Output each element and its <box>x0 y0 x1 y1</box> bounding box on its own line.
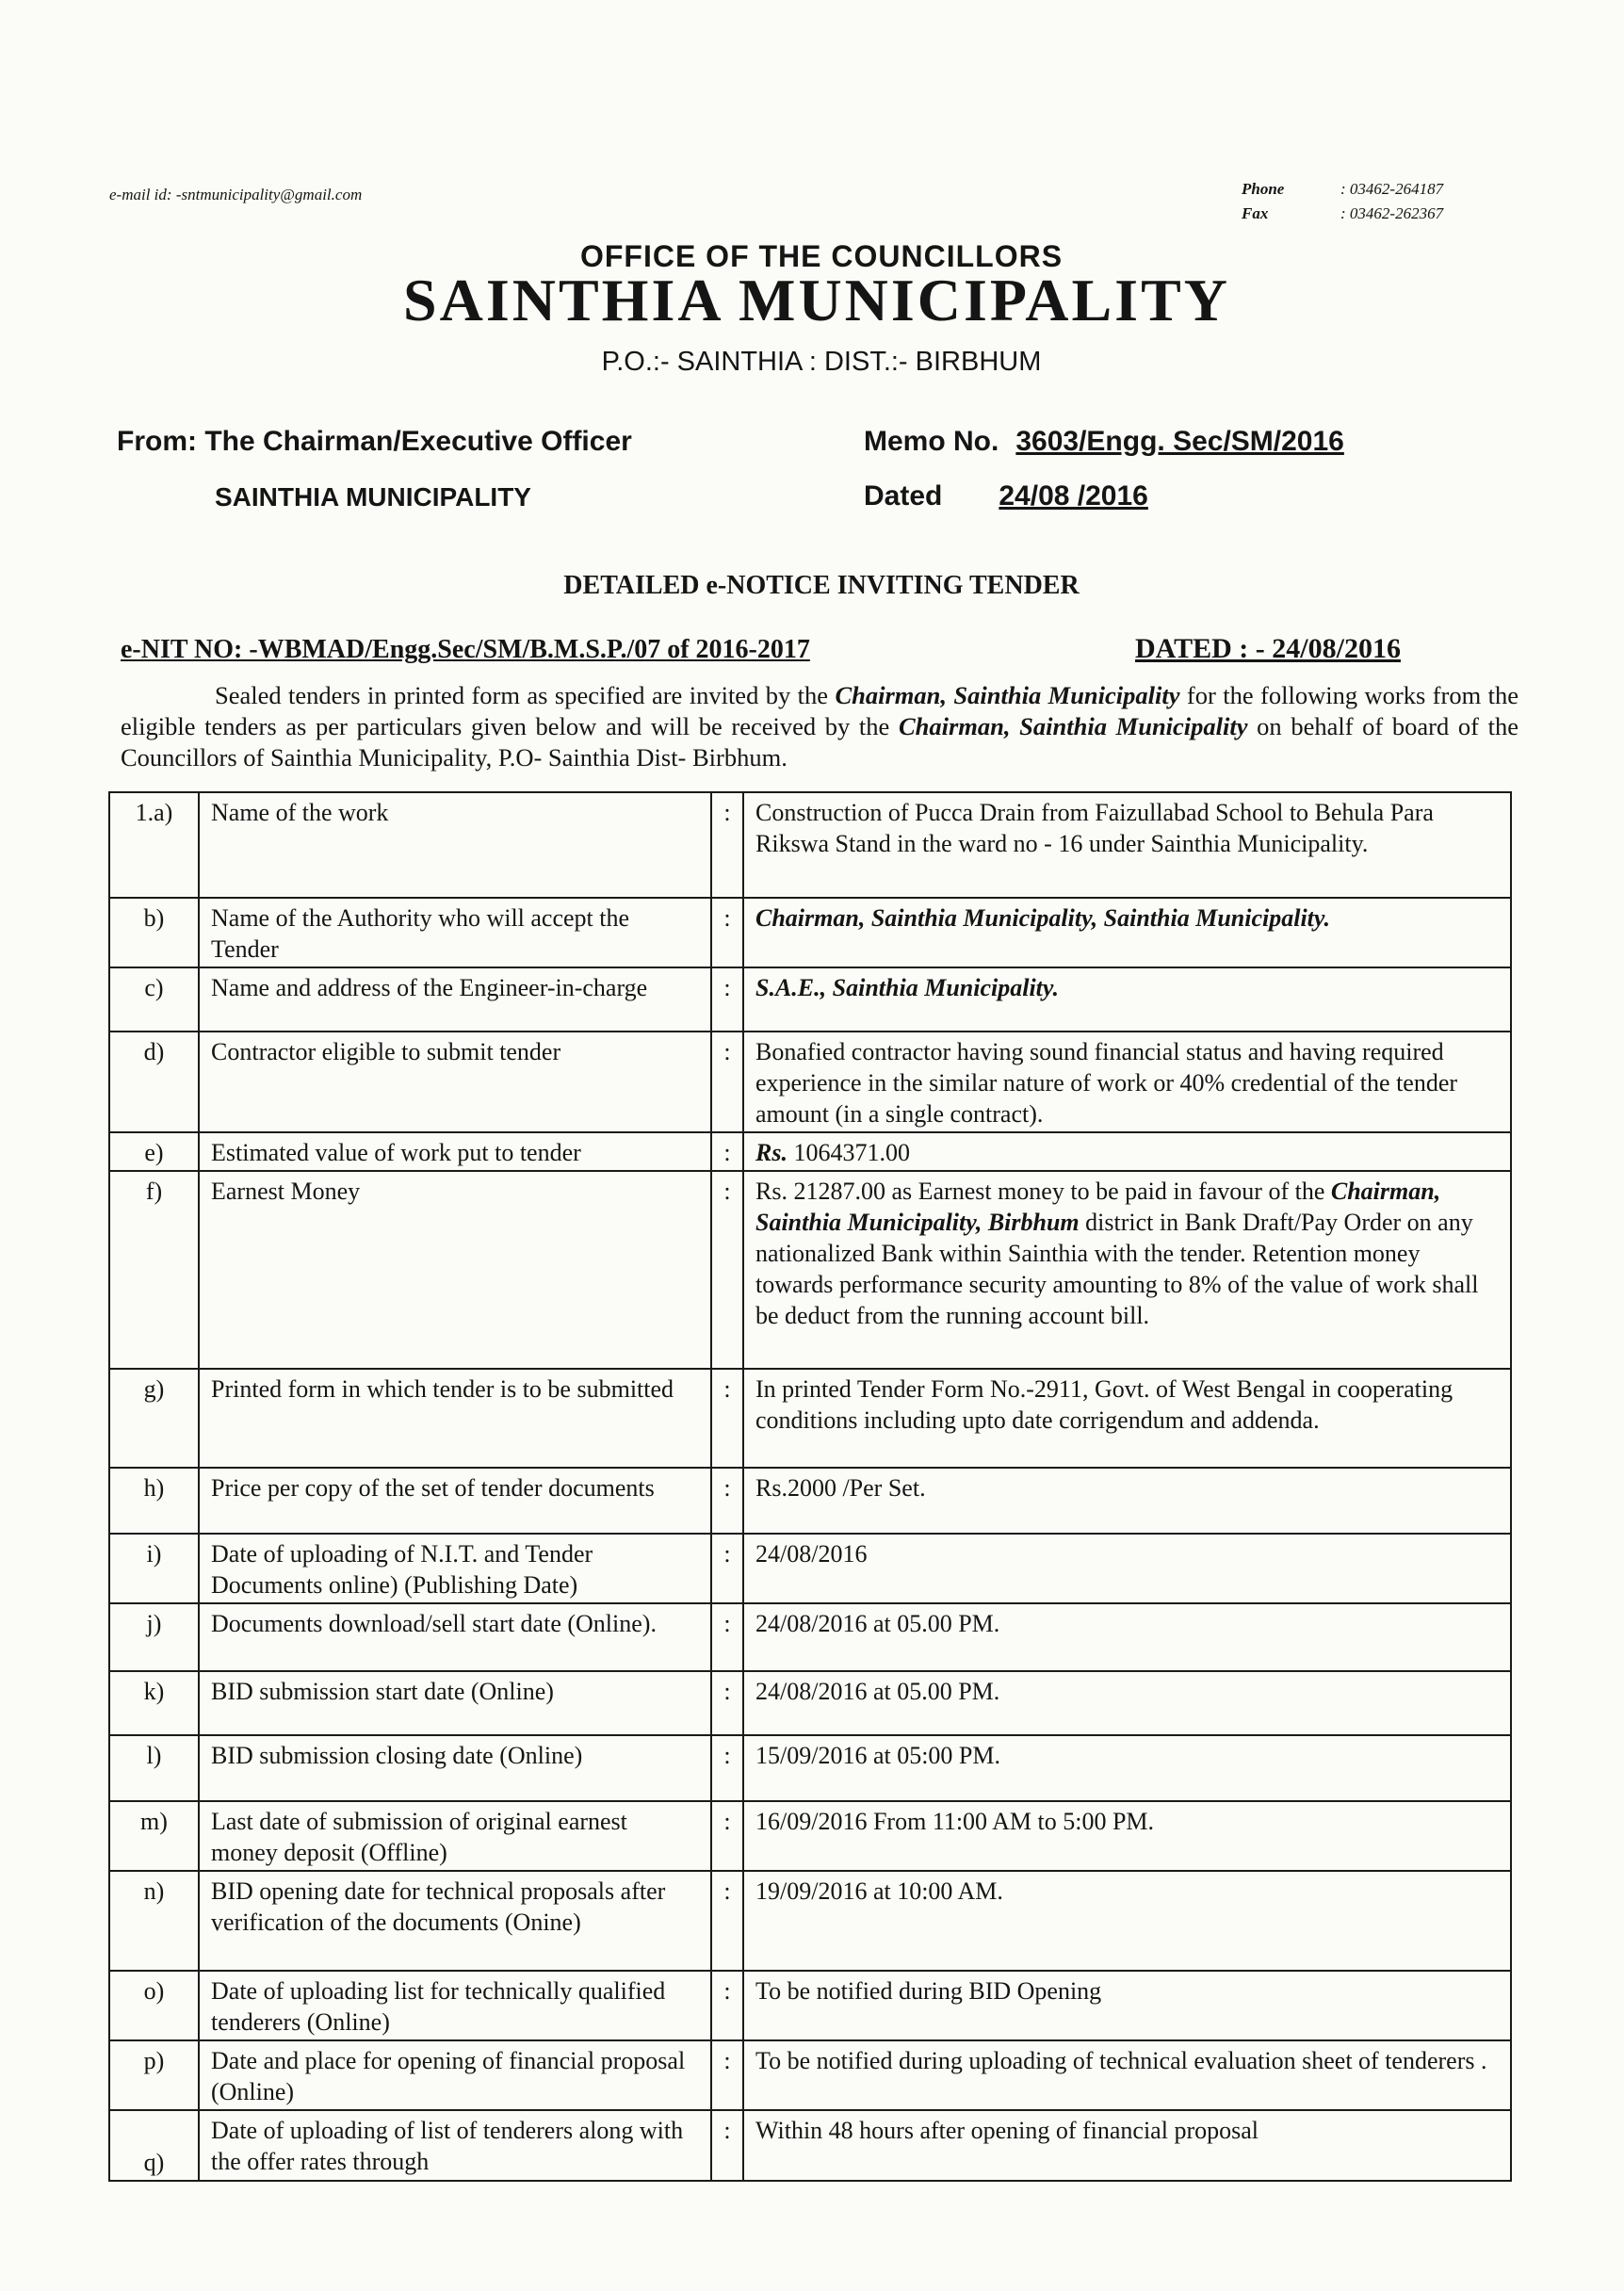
postal-address: P.O.:- SAINTHIA : DIST.:- BIRBHUM <box>601 347 1042 377</box>
intro-text-2: for the following works from the eligible tenders as per particulars given below and will be received by the <box>121 681 1518 740</box>
row-separator: : <box>711 1871 743 1971</box>
table-row <box>109 1171 1511 1369</box>
table-row <box>109 1671 1511 1735</box>
row-label: BID submission start date (Online) <box>199 1671 711 1735</box>
row-key: n) <box>109 1871 199 1971</box>
row-value: Rs.2000 /Per Set. <box>743 1468 1511 1534</box>
row-separator: : <box>711 1735 743 1801</box>
table-row <box>109 1735 1511 1801</box>
row-value: 16/09/2016 From 11:00 AM to 5:00 PM. <box>743 1801 1511 1871</box>
row-separator: : <box>711 2040 743 2110</box>
row-key: f) <box>109 1171 199 1369</box>
row-separator: : <box>711 792 743 898</box>
earnest-text-1: Rs. 21287.00 as Earnest money to be paid in favour of the <box>755 1178 1331 1205</box>
row-label: Name of the work <box>199 792 711 898</box>
table-row <box>109 1801 1511 1871</box>
phone-number: : 03462-264187 <box>1340 180 1444 198</box>
row-key: j) <box>109 1603 199 1671</box>
enit-number: e-NIT NO: -WBMAD/Engg.Sec/SM/B.M.S.P./07 of 2016-2017 <box>121 635 810 664</box>
row-label: Earnest Money <box>199 1171 711 1369</box>
row-key: g) <box>109 1369 199 1468</box>
notice-title: DETAILED e-NOTICE INVITING TENDER <box>563 571 1080 600</box>
row-key: 1.a) <box>109 792 199 898</box>
row-label: Documents download/sell start date (Online). <box>199 1603 711 1671</box>
email-address: e-mail id: -sntmunicipality@gmail.com <box>109 186 363 203</box>
row-separator: : <box>711 1534 743 1603</box>
row-label: Estimated value of work put to tender <box>199 1132 711 1171</box>
row-key: i) <box>109 1534 199 1603</box>
row-key: p) <box>109 2040 199 2110</box>
row-separator: : <box>711 1369 743 1468</box>
enit-date: DATED : - 24/08/2016 <box>1135 633 1401 664</box>
row-value: To be notified during uploading of technical evaluation sheet of tenderers . <box>743 2040 1511 2110</box>
row-key: l) <box>109 1735 199 1801</box>
row-value <box>743 1171 1511 1369</box>
intro-emphasis-1: Chairman, Sainthia Municipality <box>835 681 1180 709</box>
row-separator: : <box>711 1468 743 1534</box>
memo-date-line <box>864 480 1148 512</box>
memo-date: 24/08 /2016 <box>999 480 1148 512</box>
row-label: Name of the Authority who will accept the Tender <box>199 898 711 967</box>
office-heading: OFFICE OF THE COUNCILLORS <box>579 239 1064 273</box>
row-key: m) <box>109 1801 199 1871</box>
row-separator: : <box>711 1603 743 1671</box>
row-separator: : <box>711 1032 743 1132</box>
from-organization: SAINTHIA MUNICIPALITY <box>215 482 531 512</box>
row-key: o) <box>109 1971 199 2040</box>
row-label: Contractor eligible to submit tender <box>199 1032 711 1132</box>
table-row <box>109 1132 1511 1171</box>
row-value: 24/08/2016 <box>743 1534 1511 1603</box>
row-label: Last date of submission of original earnest money deposit (Offline) <box>199 1801 711 1871</box>
currency-prefix: Rs. <box>755 1139 788 1166</box>
table-row <box>109 1971 1511 2040</box>
row-label: Date and place for opening of financial proposal (Online) <box>199 2040 711 2110</box>
row-label: Price per copy of the set of tender documents <box>199 1468 711 1534</box>
row-label: Date of uploading of N.I.T. and Tender Documents online) (Publishing Date) <box>199 1534 711 1603</box>
row-value: Construction of Pucca Drain from Faizullabad School to Behula Para Rikswa Stand in the ward no - 16 under Sainthia Municipality. <box>743 792 1511 898</box>
row-label: BID submission closing date (Online) <box>199 1735 711 1801</box>
memo-number: 3603/Engg. Sec/SM/2016 <box>1015 426 1344 457</box>
fax-label: Fax <box>1242 204 1269 222</box>
table-row <box>109 1032 1511 1132</box>
memo-label: Memo No. <box>864 426 999 457</box>
row-separator: : <box>711 1171 743 1369</box>
row-key: k) <box>109 1671 199 1735</box>
row-value: 15/09/2016 at 05:00 PM. <box>743 1735 1511 1801</box>
table-row <box>109 2040 1511 2110</box>
row-key: d) <box>109 1032 199 1132</box>
row-key: q) <box>109 2110 199 2181</box>
row-value <box>743 1132 1511 1171</box>
fax-number: : 03462-262367 <box>1340 204 1444 222</box>
row-label: BID opening date for technical proposals after verification of the documents (Onine) <box>199 1871 711 1971</box>
table-row <box>109 967 1511 1032</box>
row-value: In printed Tender Form No.-2911, Govt. of West Bengal in cooperating conditions including upto date corrigendum and addenda. <box>743 1369 1511 1468</box>
table-row <box>109 1871 1511 1971</box>
table-row <box>109 1369 1511 1468</box>
row-separator: : <box>711 1671 743 1735</box>
row-label: Date of uploading of list of tenderers along with the offer rates through <box>199 2110 711 2181</box>
row-label: Date of uploading list for technically qualified tenderers (Online) <box>199 1971 711 2040</box>
table-row <box>109 792 1511 898</box>
row-value: S.A.E., Sainthia Municipality. <box>743 967 1511 1032</box>
row-value: 24/08/2016 at 05.00 PM. <box>743 1671 1511 1735</box>
from-line: From: The Chairman/Executive Officer <box>117 426 632 457</box>
memo-number-line <box>864 426 1344 458</box>
estimated-amount: 1064371.00 <box>787 1139 910 1166</box>
row-key: h) <box>109 1468 199 1534</box>
row-separator: : <box>711 967 743 1032</box>
row-separator: : <box>711 2110 743 2181</box>
intro-text-3: on behalf of board of the Councillors of Sainthia Municipality, P.O- Sainthia Dist- Birbhum. <box>121 712 1518 772</box>
dated-label: Dated <box>864 480 943 512</box>
row-separator: : <box>711 1801 743 1871</box>
intro-emphasis-2: Chairman, Sainthia Municipality <box>898 712 1248 740</box>
row-value: Within 48 hours after opening of financial proposal <box>743 2110 1511 2181</box>
intro-paragraph <box>121 680 1518 773</box>
row-key: c) <box>109 967 199 1032</box>
row-separator: : <box>711 1971 743 2040</box>
row-value: Chairman, Sainthia Municipality, Sainthia Municipality. <box>743 898 1511 967</box>
row-key: e) <box>109 1132 199 1171</box>
earnest-text-2: district in Bank Draft/Pay Order on any nationalized Bank within Sainthia with the tender. Retention money towards performance security amounting to 8% of the value of work shall be deduct from the running account bill. <box>755 1209 1479 1329</box>
table-row <box>109 898 1511 967</box>
row-value: Bonafied contractor having sound financial status and having required experience in the similar nature of work or 40% credential of the tender amount (in a single contract). <box>743 1032 1511 1132</box>
municipality-title: SAINTHIA MUNICIPALITY <box>403 267 1230 333</box>
intro-text-1: Sealed tenders in printed form as specified are invited by the <box>215 681 836 709</box>
table-row <box>109 1468 1511 1534</box>
tender-details-table <box>108 791 1512 2182</box>
earnest-emphasis: Chairman, Sainthia Municipality, Birbhum <box>755 1178 1441 1236</box>
row-label: Name and address of the Engineer-in-charge <box>199 967 711 1032</box>
row-separator: : <box>711 898 743 967</box>
row-value: 19/09/2016 at 10:00 AM. <box>743 1871 1511 1971</box>
table-row <box>109 1534 1511 1603</box>
row-value: 24/08/2016 at 05.00 PM. <box>743 1603 1511 1671</box>
phone-label: Phone <box>1242 180 1285 198</box>
row-label: Printed form in which tender is to be submitted <box>199 1369 711 1468</box>
row-separator: : <box>711 1132 743 1171</box>
table-row <box>109 2110 1511 2181</box>
row-key: b) <box>109 898 199 967</box>
contact-block <box>1242 177 1443 226</box>
row-value: To be notified during BID Opening <box>743 1971 1511 2040</box>
table-row <box>109 1603 1511 1671</box>
